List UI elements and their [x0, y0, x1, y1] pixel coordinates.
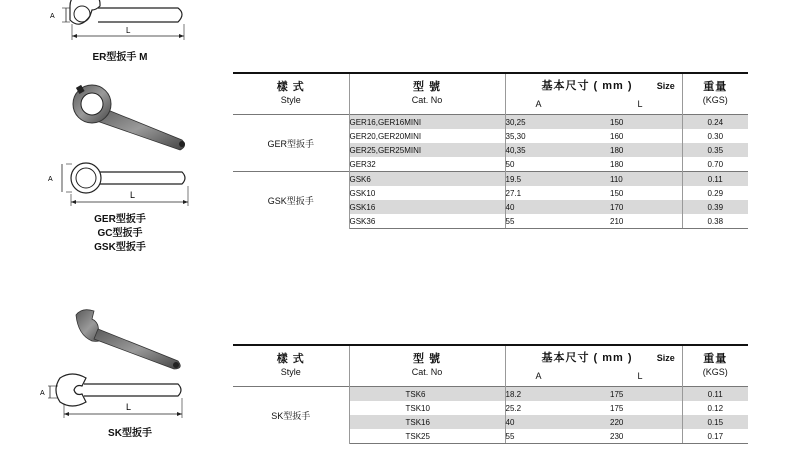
cat-no: TSK25 [349, 429, 505, 444]
cat-no: GER20,GER20MINI [349, 129, 505, 143]
ger-caption-3: GSK型扳手 [94, 242, 146, 253]
dim-l: 230 [610, 429, 682, 444]
ger-dim-l: L [130, 190, 136, 200]
ger-wrench-drawing [44, 160, 204, 210]
dim-a: 27.1 [505, 188, 522, 198]
header-weight-en: (KGS) [702, 95, 728, 105]
spec-table-sk [233, 344, 748, 444]
dim-a: 19.5 [505, 172, 610, 187]
dim-l: 210 [610, 214, 682, 229]
header-weight-en: (KGS) [702, 367, 728, 377]
sk-wrench-drawing [38, 372, 198, 422]
style-cell-gsk: GSK型扳手 [233, 172, 349, 229]
cat-no: GER16,GER16MINI [349, 115, 505, 130]
header-style-cn: 樣 式 [276, 353, 305, 365]
header-weight-cn: 重量 [703, 81, 728, 93]
er-caption: ER型扳手 M [92, 52, 148, 63]
weight: 0.38 [682, 214, 748, 229]
er-dim-l: L [126, 26, 131, 35]
dim-a: 40 [505, 415, 610, 429]
header-cat-cn: 型 號 [412, 81, 442, 93]
weight: 0.39 [682, 200, 748, 214]
dim-l: 175 [610, 403, 624, 413]
sk-caption: SK型扳手 [108, 428, 152, 439]
header-style-cn: 樣 式 [276, 81, 305, 93]
weight: 0.24 [682, 115, 748, 130]
cat-no: GER32 [349, 157, 505, 172]
weight: 0.35 [682, 143, 748, 157]
cat-no: GSK6 [349, 172, 505, 187]
header-col-l: L [637, 99, 643, 109]
header-col-l: L [637, 371, 643, 381]
weight: 0.70 [682, 157, 748, 172]
dim-a: 40 [505, 200, 610, 214]
spec-table-ger-gsk [233, 72, 748, 229]
weight: 0.29 [682, 186, 748, 200]
er-dim-a: A [50, 13, 55, 20]
cat-no: TSK6 [349, 387, 505, 402]
header-style-en: Style [280, 95, 301, 105]
header-cat-cn: 型 號 [412, 353, 442, 365]
dim-l: 180 [610, 159, 624, 169]
dim-a: 55 [505, 429, 610, 444]
cat-no: TSK16 [349, 415, 505, 429]
cat-no: GSK10 [349, 186, 505, 200]
table-row [233, 172, 748, 187]
dim-a: 50 [505, 159, 515, 169]
weight: 0.17 [682, 429, 748, 444]
header-style-en: Style [280, 367, 301, 377]
weight: 0.12 [682, 401, 748, 415]
weight: 0.11 [682, 387, 748, 402]
dim-a: 40,35 [505, 143, 610, 157]
dim-a: 55 [505, 214, 610, 229]
cat-no: GER25,GER25MINI [349, 143, 505, 157]
header-weight-cn: 重量 [703, 353, 728, 365]
header-cat-en: Cat. No [411, 95, 443, 105]
dim-l: 170 [610, 200, 682, 214]
header-size: Size [656, 353, 675, 363]
header-dim-cn: 基本尺寸 ( mm ) [541, 352, 633, 364]
table-row [233, 387, 748, 402]
table-header [233, 345, 748, 387]
dim-l: 175 [610, 387, 682, 402]
ger-wrench-photo [64, 80, 194, 155]
sk-wrench-photo [70, 305, 190, 375]
cat-no: TSK10 [349, 401, 505, 415]
dim-l: 220 [610, 415, 682, 429]
table-header [233, 73, 748, 115]
header-dim-cn: 基本尺寸 ( mm ) [541, 80, 633, 92]
header-col-a: A [535, 371, 542, 381]
weight: 0.11 [682, 172, 748, 187]
cat-no: GSK36 [349, 214, 505, 229]
sk-dim-a: A [40, 390, 45, 397]
dim-a: 25.2 [505, 403, 522, 413]
table-row [233, 115, 748, 130]
dim-a: 35,30 [505, 131, 526, 141]
dim-l: 110 [610, 172, 682, 187]
ger-caption-1: GER型扳手 [94, 214, 146, 225]
ger-caption-2: GC型扳手 [97, 228, 143, 239]
ger-dim-a: A [48, 176, 53, 183]
style-cell-sk: SK型扳手 [233, 387, 349, 444]
dim-a: 18.2 [505, 387, 610, 402]
header-col-a: A [535, 99, 542, 109]
header-cat-en: Cat. No [411, 367, 443, 377]
dim-l: 180 [610, 143, 682, 157]
header-size: Size [656, 81, 675, 91]
weight: 0.30 [682, 129, 748, 143]
dim-l: 150 [610, 115, 682, 130]
dim-a: 30,25 [505, 115, 610, 130]
dim-l: 150 [610, 188, 624, 198]
cat-no: GSK16 [349, 200, 505, 214]
sk-dim-l: L [126, 402, 132, 412]
weight: 0.15 [682, 415, 748, 429]
dim-l: 160 [610, 131, 624, 141]
er-wrench-drawing [40, 0, 200, 50]
style-cell-ger: GER型扳手 [233, 115, 349, 172]
